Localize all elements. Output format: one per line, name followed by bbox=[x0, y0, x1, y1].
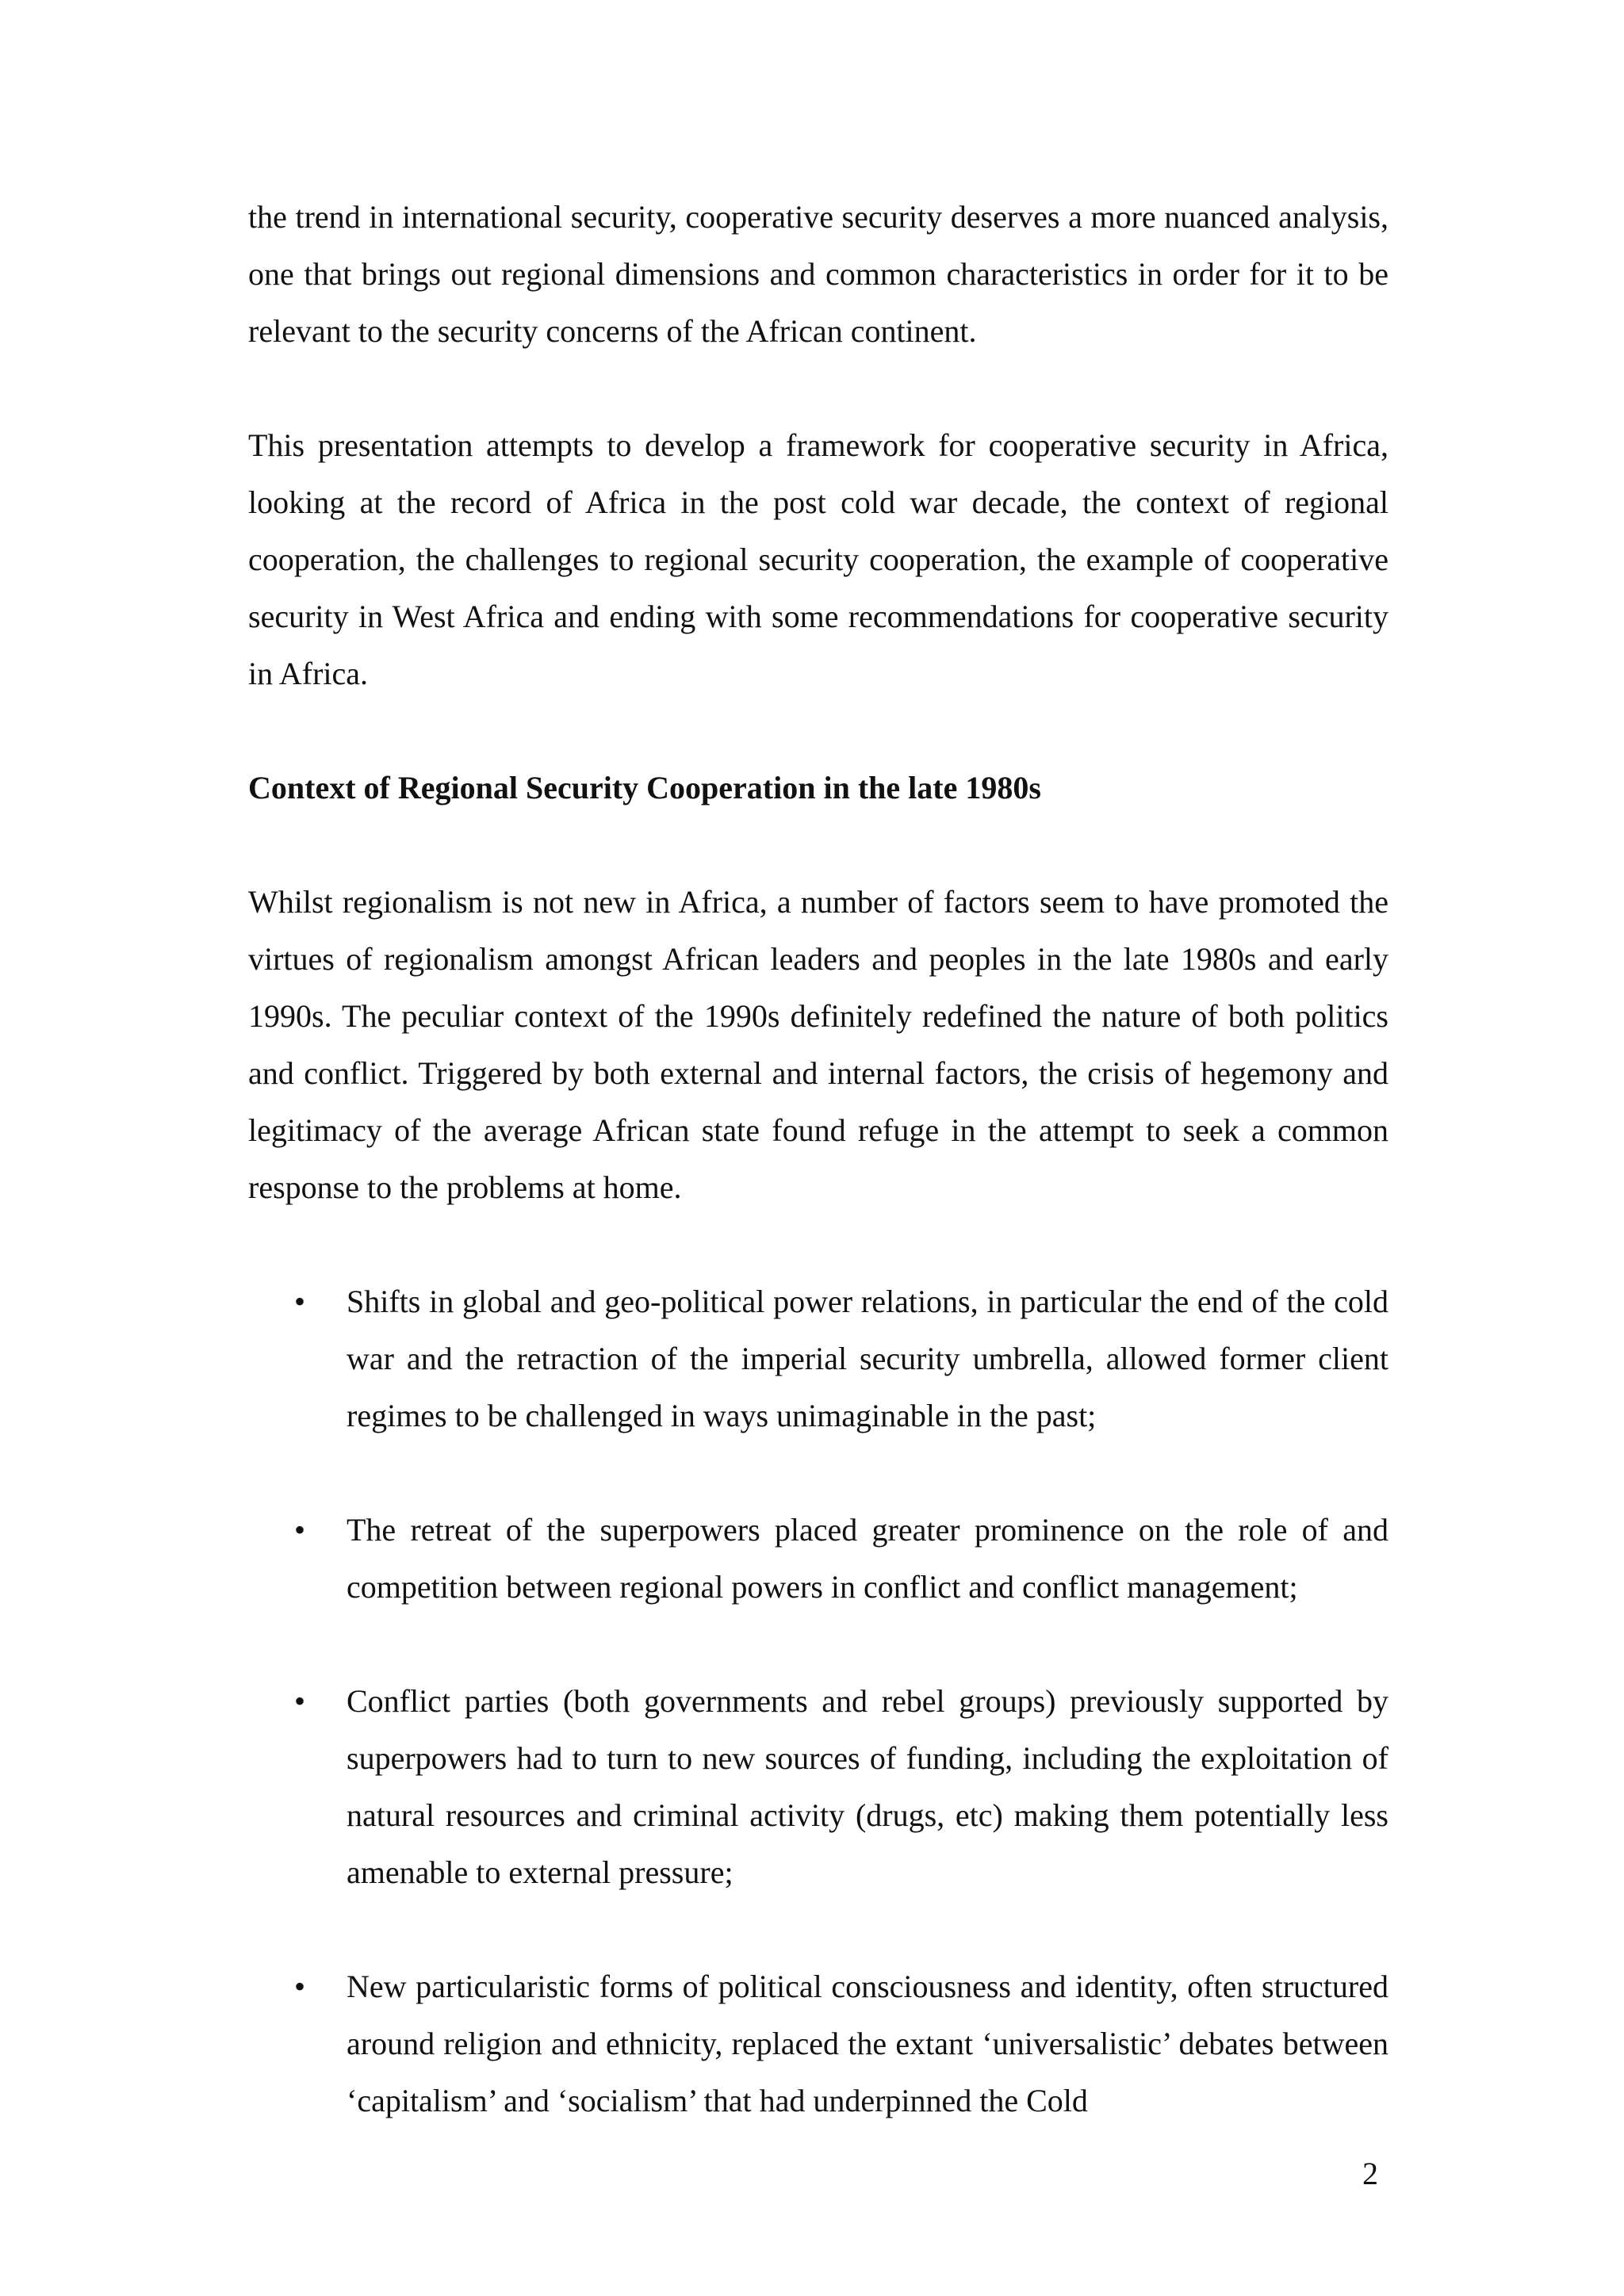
bullet-icon: • bbox=[294, 1683, 306, 1719]
list-item-text: The retreat of the superpowers placed greater prominence on the role of and competition between regional powers in conflict and conflict management; bbox=[347, 1512, 1388, 1605]
section-heading: Context of Regional Security Cooperation in the late 1980s bbox=[248, 770, 1041, 806]
page-number: 2 bbox=[1362, 2156, 1378, 2191]
bullet-icon: • bbox=[294, 1512, 306, 1548]
list-item bbox=[248, 1958, 1388, 2130]
list-item bbox=[248, 1273, 1388, 1445]
list-item-text: Shifts in global and geo-political power relations, in particular the end of the cold war and the retraction of the imperial security umbrella, allowed former client regimes to be challenged in ways unimaginable in the past; bbox=[347, 1284, 1388, 1433]
intro-paragraph-2: This presentation attempts to develop a framework for cooperative security in Africa, looking at the record of Africa in the post cold war decade, the context of regional cooperation, the challenges to regional security cooperation, the example of cooperative security in West Africa and ending with some recommendations for cooperative security in Africa. bbox=[248, 427, 1388, 691]
document-page bbox=[248, 189, 1388, 2187]
list-item-text: Conflict parties (both governments and rebel groups) previously supported by superpowers had to turn to new sources of funding, including the exploitation of natural resources and criminal activity (drugs, etc) making them potentially less amenable to external pressure; bbox=[347, 1683, 1388, 1890]
section-paragraph: Whilst regionalism is not new in Africa, a number of factors seem to have promoted the virtues of regionalism amongst African leaders and peoples in the late 1980s and early 1990s. The peculiar context of the 1990s definitely redefined the nature of both politics and conflict. Triggered by both external and internal factors, the crisis of hegemony and legitimacy of the average African state found refuge in the attempt to seek a common response to the problems at home. bbox=[248, 884, 1388, 1205]
list-item bbox=[248, 1673, 1388, 1901]
intro-paragraph-1: the trend in international security, cooperative security deserves a more nuanced analysis, one that brings out regional dimensions and common characteristics in order for it to be relevant to the security concerns of the African continent. bbox=[248, 199, 1388, 349]
list-item bbox=[248, 1502, 1388, 1616]
list-item-text: New particularistic forms of political consciousness and identity, often structured around religion and ethnicity, replaced the extant ‘universalistic’ debates between ‘capitalism’ and ‘socialism’ that had underpinned the Cold bbox=[347, 1969, 1388, 2118]
factors-bullet-list bbox=[248, 1273, 1388, 2130]
bullet-icon: • bbox=[294, 1284, 306, 1319]
bullet-icon: • bbox=[294, 1969, 306, 2004]
